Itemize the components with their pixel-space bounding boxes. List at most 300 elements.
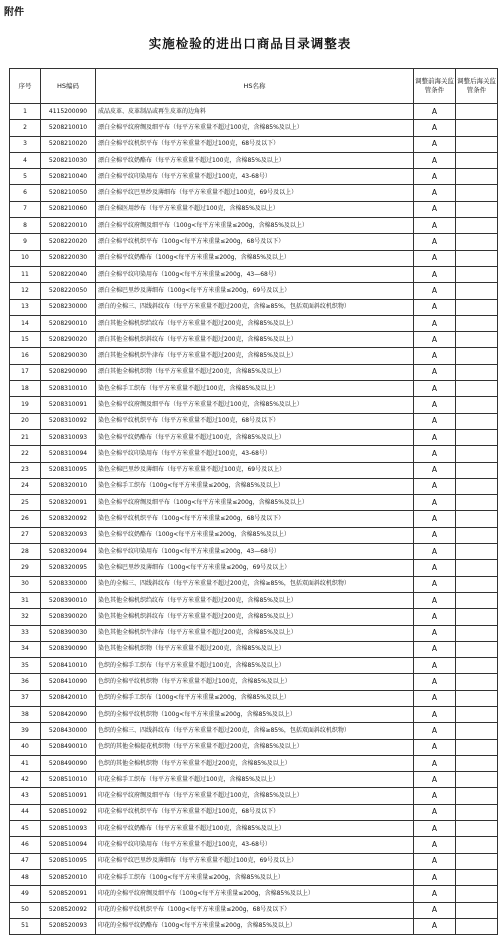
table-row xyxy=(10,560,498,576)
condition-after xyxy=(456,772,498,788)
hs-code: 5208230000 xyxy=(41,299,96,315)
hs-name: 印花的全棉平纹府绸及细平布（100g<每平方米重量≤200g，含棉85%及以上） xyxy=(96,886,414,902)
row-index: 33 xyxy=(10,625,41,641)
hs-code: 5208420090 xyxy=(41,706,96,722)
condition-after xyxy=(456,609,498,625)
table-row xyxy=(10,413,498,429)
hs-code: 5208330000 xyxy=(41,576,96,592)
hs-name: 色织的其他全棉机织物（每平方米重量不超过200克，含棉85%及以上） xyxy=(96,755,414,771)
table-row xyxy=(10,853,498,869)
condition-before: A xyxy=(414,413,456,429)
condition-after xyxy=(456,397,498,413)
adjustment-table xyxy=(9,68,498,935)
condition-after xyxy=(456,804,498,820)
row-index: 29 xyxy=(10,560,41,576)
hs-code: 5208320091 xyxy=(41,495,96,511)
hs-name: 色织的全棉手工织布（100g<每平方米重量≤200g，含棉85%及以上） xyxy=(96,690,414,706)
hs-code: 5208290010 xyxy=(41,315,96,331)
condition-before: A xyxy=(414,527,456,543)
hs-code: 5208520093 xyxy=(41,918,96,934)
condition-after xyxy=(456,739,498,755)
hs-code: 5208510094 xyxy=(41,837,96,853)
row-index: 23 xyxy=(10,462,41,478)
hs-name: 色织的其他全棉提花机织物（每平方米重量不超过200克，含棉85%及以上） xyxy=(96,739,414,755)
hs-code: 5208210030 xyxy=(41,152,96,168)
hs-code: 5208410090 xyxy=(41,674,96,690)
table-row xyxy=(10,169,498,185)
table-row xyxy=(10,429,498,445)
table-row xyxy=(10,218,498,234)
condition-after xyxy=(456,201,498,217)
hs-code: 5208310092 xyxy=(41,413,96,429)
table-row xyxy=(10,837,498,853)
hs-name: 印花全棉平纹府绸及细平布（每平方米重量不超过100克，含棉85%及以上） xyxy=(96,788,414,804)
condition-before: A xyxy=(414,266,456,282)
row-index: 30 xyxy=(10,576,41,592)
condition-after xyxy=(456,169,498,185)
table-row xyxy=(10,625,498,641)
condition-before: A xyxy=(414,152,456,168)
condition-before: A xyxy=(414,821,456,837)
hs-code: 5208220020 xyxy=(41,234,96,250)
condition-after xyxy=(456,478,498,494)
hs-name: 染色其他全棉机织绉纹布（每平方米重量不超过200克，含棉85%及以上） xyxy=(96,592,414,608)
hs-code: 5208210040 xyxy=(41,169,96,185)
hs-code: 5208510092 xyxy=(41,804,96,820)
hs-name: 漂白全棉平纹印染用布（每平方米重量不超过100克，43-68号） xyxy=(96,169,414,185)
condition-before: A xyxy=(414,837,456,853)
table-row xyxy=(10,511,498,527)
table-row xyxy=(10,576,498,592)
hs-name: 印花的全棉平纹奶酪布（100g<每平方米重量≤200g，含棉85%及以上） xyxy=(96,918,414,934)
condition-after xyxy=(456,315,498,331)
hs-name: 漂白全棉平纹机织平布（100g<每平方米重量≤200g，68号及以下） xyxy=(96,234,414,250)
condition-before: A xyxy=(414,690,456,706)
hs-name: 印花全棉平纹印染用布（每平方米重量不超过100克，43-68号） xyxy=(96,837,414,853)
hs-name: 色织的全棉手工织布（每平方米重量不超过100克，含棉85%及以上） xyxy=(96,658,414,674)
condition-after xyxy=(456,706,498,722)
hs-code: 5208220050 xyxy=(41,283,96,299)
condition-before: A xyxy=(414,104,456,120)
hs-code: 5208210050 xyxy=(41,185,96,201)
condition-before: A xyxy=(414,185,456,201)
hs-code: 5208510010 xyxy=(41,772,96,788)
row-index: 43 xyxy=(10,788,41,804)
table-row xyxy=(10,690,498,706)
condition-after xyxy=(456,120,498,136)
table-row xyxy=(10,104,498,120)
hs-name: 染色全棉巴里纱及薄细布（100g<每平方米重量≤200g，69号及以上） xyxy=(96,560,414,576)
condition-after xyxy=(456,886,498,902)
condition-after xyxy=(456,136,498,152)
condition-before: A xyxy=(414,886,456,902)
row-index: 48 xyxy=(10,869,41,885)
condition-after xyxy=(456,234,498,250)
condition-after xyxy=(456,446,498,462)
hs-name: 染色全棉平纹府绸及细平布（100g<每平方米重量≤200g，含棉85%及以上） xyxy=(96,495,414,511)
condition-before: A xyxy=(414,364,456,380)
row-index: 14 xyxy=(10,315,41,331)
row-index: 7 xyxy=(10,201,41,217)
condition-before: A xyxy=(414,120,456,136)
hs-name: 印花全棉平纹机织平布（每平方米重量不超过100克，68号及以下） xyxy=(96,804,414,820)
hs-name: 染色全棉巴里纱及薄细布（每平方米重量不超过100克，69号及以上） xyxy=(96,462,414,478)
condition-after xyxy=(456,869,498,885)
hs-name: 染色全棉手工织布（100g<每平方米重量≤200g，含棉85%及以上） xyxy=(96,478,414,494)
hs-code: 5208420010 xyxy=(41,690,96,706)
condition-after xyxy=(456,250,498,266)
table-row xyxy=(10,446,498,462)
condition-after xyxy=(456,821,498,837)
hs-name: 染色全棉平纹印染用布（100g<每平方米重量≤200g，43—68号） xyxy=(96,544,414,560)
hs-code: 5208220030 xyxy=(41,250,96,266)
hs-code: 5208510091 xyxy=(41,788,96,804)
hs-name: 漂白全棉平纹印染用布（100g<每平方米重量≤200g，43—68号） xyxy=(96,266,414,282)
hs-name: 漂白全棉平纹府绸及细平布（100g<每平方米重量≤200g，含棉85%及以上） xyxy=(96,218,414,234)
row-index: 39 xyxy=(10,723,41,739)
row-index: 50 xyxy=(10,902,41,918)
condition-after xyxy=(456,185,498,201)
row-index: 19 xyxy=(10,397,41,413)
hs-code: 5208210020 xyxy=(41,136,96,152)
condition-after xyxy=(456,853,498,869)
condition-before: A xyxy=(414,332,456,348)
hs-code: 5208320092 xyxy=(41,511,96,527)
table-row xyxy=(10,609,498,625)
row-index: 13 xyxy=(10,299,41,315)
condition-after xyxy=(456,348,498,364)
hs-name: 印花全棉平纹奶酪布（每平方米重量不超过100克，含棉85%及以上） xyxy=(96,821,414,837)
condition-before: A xyxy=(414,250,456,266)
hs-code: 5208390020 xyxy=(41,609,96,625)
condition-after xyxy=(456,560,498,576)
condition-after xyxy=(456,283,498,299)
row-index: 46 xyxy=(10,837,41,853)
condition-after xyxy=(456,462,498,478)
hs-name: 漂白全棉平纹府绸及细平布（每平方米重量不超过100克，含棉85%及以上） xyxy=(96,120,414,136)
condition-before: A xyxy=(414,723,456,739)
row-index: 32 xyxy=(10,609,41,625)
attachment-label: 附件 xyxy=(4,7,24,18)
condition-before: A xyxy=(414,576,456,592)
row-index: 34 xyxy=(10,641,41,657)
table-row xyxy=(10,902,498,918)
table-row xyxy=(10,592,498,608)
column-header-index: 序号 xyxy=(10,69,41,104)
condition-after xyxy=(456,413,498,429)
row-index: 47 xyxy=(10,853,41,869)
condition-before: A xyxy=(414,706,456,722)
hs-name: 漂白全棉医用纱布（每平方米重量不超过100克，含棉85%及以上） xyxy=(96,201,414,217)
document-title: 实施检验的进出口商品目录调整表 xyxy=(148,36,352,51)
condition-after xyxy=(456,576,498,592)
table-row xyxy=(10,918,498,934)
row-index: 28 xyxy=(10,544,41,560)
hs-name: 印花全棉平纹巴里纱及薄细布（每平方米重量不超过100克，69号及以上） xyxy=(96,853,414,869)
condition-after xyxy=(456,381,498,397)
row-index: 42 xyxy=(10,772,41,788)
hs-name: 色织的全棉平纹机织物（100g<每平方米重量≤200g，含棉85%及以上） xyxy=(96,706,414,722)
column-header-after: 调整后海关监管条件 xyxy=(456,69,498,104)
condition-before: A xyxy=(414,218,456,234)
row-index: 25 xyxy=(10,495,41,511)
hs-name: 漂白其他全棉机织绉纹布（每平方米重量不超过200克，含棉85%及以上） xyxy=(96,315,414,331)
hs-code: 5208310093 xyxy=(41,429,96,445)
row-index: 16 xyxy=(10,348,41,364)
condition-before: A xyxy=(414,853,456,869)
hs-code: 5208210010 xyxy=(41,120,96,136)
table-row xyxy=(10,120,498,136)
condition-before: A xyxy=(414,592,456,608)
table-row xyxy=(10,462,498,478)
condition-after xyxy=(456,723,498,739)
condition-before: A xyxy=(414,169,456,185)
condition-before: A xyxy=(414,641,456,657)
row-index: 12 xyxy=(10,283,41,299)
condition-before: A xyxy=(414,348,456,364)
condition-before: A xyxy=(414,462,456,478)
hs-code: 5208290020 xyxy=(41,332,96,348)
condition-after xyxy=(456,511,498,527)
hs-code: 5208490010 xyxy=(41,739,96,755)
row-index: 5 xyxy=(10,169,41,185)
condition-before: A xyxy=(414,381,456,397)
hs-code: 5208310091 xyxy=(41,397,96,413)
condition-before: A xyxy=(414,674,456,690)
condition-before: A xyxy=(414,609,456,625)
hs-code: 5208430000 xyxy=(41,723,96,739)
condition-after xyxy=(456,104,498,120)
condition-after xyxy=(456,299,498,315)
condition-after xyxy=(456,266,498,282)
condition-after xyxy=(456,495,498,511)
row-index: 4 xyxy=(10,152,41,168)
row-index: 17 xyxy=(10,364,41,380)
condition-after xyxy=(456,218,498,234)
hs-name: 染色全棉平纹印染用布（每平方米重量不超过100克，43-68号） xyxy=(96,446,414,462)
condition-before: A xyxy=(414,299,456,315)
hs-code: 5208310010 xyxy=(41,381,96,397)
table-row xyxy=(10,234,498,250)
hs-code: 5208390090 xyxy=(41,641,96,657)
condition-before: A xyxy=(414,755,456,771)
row-index: 31 xyxy=(10,592,41,608)
table-row xyxy=(10,755,498,771)
table-row xyxy=(10,869,498,885)
table-row xyxy=(10,804,498,820)
hs-name: 漂白全棉平纹奶酪布（每平方米重量不超过100克，含棉85%及以上） xyxy=(96,152,414,168)
hs-name: 漂白全棉平纹巴里纱及薄细布（每平方米重量不超过100克，69号及以上） xyxy=(96,185,414,201)
row-index: 36 xyxy=(10,674,41,690)
hs-code: 5208510093 xyxy=(41,821,96,837)
table-row xyxy=(10,658,498,674)
hs-code: 5208310095 xyxy=(41,462,96,478)
row-index: 18 xyxy=(10,381,41,397)
hs-code: 5208320010 xyxy=(41,478,96,494)
hs-name: 染色全棉平纹府绸及细平布（每平方米重量不超过100克，含棉85%及以上） xyxy=(96,397,414,413)
condition-after xyxy=(456,641,498,657)
row-index: 10 xyxy=(10,250,41,266)
table-row xyxy=(10,332,498,348)
hs-code: 5208520010 xyxy=(41,869,96,885)
table-row xyxy=(10,641,498,657)
condition-before: A xyxy=(414,804,456,820)
table-row xyxy=(10,544,498,560)
condition-before: A xyxy=(414,772,456,788)
table-header-row xyxy=(10,69,498,104)
table-row xyxy=(10,886,498,902)
condition-before: A xyxy=(414,429,456,445)
row-index: 40 xyxy=(10,739,41,755)
table-row xyxy=(10,348,498,364)
table-row xyxy=(10,478,498,494)
condition-before: A xyxy=(414,201,456,217)
row-index: 38 xyxy=(10,706,41,722)
hs-code: 5208410010 xyxy=(41,658,96,674)
row-index: 51 xyxy=(10,918,41,934)
condition-after xyxy=(456,527,498,543)
hs-code: 5208220040 xyxy=(41,266,96,282)
hs-name: 染色全棉平纹机织平布（100g<每平方米重量≤200g，68号及以下） xyxy=(96,511,414,527)
row-index: 24 xyxy=(10,478,41,494)
condition-after xyxy=(456,592,498,608)
condition-before: A xyxy=(414,788,456,804)
hs-name: 漂白其他全棉机织斜纹布（每平方米重量不超过200克，含棉85%及以上） xyxy=(96,332,414,348)
table-row xyxy=(10,706,498,722)
condition-before: A xyxy=(414,136,456,152)
table-row xyxy=(10,136,498,152)
table-row xyxy=(10,723,498,739)
condition-after xyxy=(456,755,498,771)
condition-after xyxy=(456,837,498,853)
condition-after xyxy=(456,625,498,641)
hs-code: 5208520092 xyxy=(41,902,96,918)
row-index: 27 xyxy=(10,527,41,543)
row-index: 22 xyxy=(10,446,41,462)
hs-code: 5208390030 xyxy=(41,625,96,641)
condition-before: A xyxy=(414,315,456,331)
table-row xyxy=(10,527,498,543)
table-row xyxy=(10,299,498,315)
condition-before: A xyxy=(414,544,456,560)
table-row xyxy=(10,152,498,168)
condition-before: A xyxy=(414,739,456,755)
condition-before: A xyxy=(414,918,456,934)
table-row xyxy=(10,495,498,511)
table-row xyxy=(10,821,498,837)
row-index: 41 xyxy=(10,755,41,771)
hs-name: 染色其他全棉机织物（每平方米重量不超过200克，含棉85%及以上） xyxy=(96,641,414,657)
condition-after xyxy=(456,788,498,804)
row-index: 8 xyxy=(10,218,41,234)
hs-name: 印花全棉手工织布（每平方米重量不超过100克，含棉85%及以上） xyxy=(96,772,414,788)
table-row xyxy=(10,266,498,282)
hs-code: 5208210060 xyxy=(41,201,96,217)
hs-code: 5208320093 xyxy=(41,527,96,543)
condition-after xyxy=(456,658,498,674)
condition-after xyxy=(456,674,498,690)
row-index: 49 xyxy=(10,886,41,902)
table-row xyxy=(10,788,498,804)
table-row xyxy=(10,201,498,217)
condition-before: A xyxy=(414,560,456,576)
hs-name: 染色全棉平纹奶酪布（每平方米重量不超过100克，含棉85%及以上） xyxy=(96,429,414,445)
row-index: 11 xyxy=(10,266,41,282)
condition-after xyxy=(456,902,498,918)
hs-name: 染色其他全棉机织斜纹布（每平方米重量不超过200克，含棉85%及以上） xyxy=(96,609,414,625)
hs-name: 色织的全棉三、四线斜纹布（每平方米重量不超过200克，含棉≥85%，包括双面斜纹机织物） xyxy=(96,723,414,739)
condition-before: A xyxy=(414,446,456,462)
column-header-hs-name: HS名称 xyxy=(96,69,414,104)
row-index: 2 xyxy=(10,120,41,136)
row-index: 15 xyxy=(10,332,41,348)
row-index: 6 xyxy=(10,185,41,201)
hs-name: 漂白全棉巴里纱及薄细布（100g<每平方米重量≤200g，69号及以上） xyxy=(96,283,414,299)
row-index: 37 xyxy=(10,690,41,706)
hs-name: 漂白的全棉三、四线斜纹布（每平方米重量不超过200克，含棉≥85%，包括双面斜纹机织物） xyxy=(96,299,414,315)
hs-name: 染色全棉平纹机织平布（每平方米重量不超过100克，68号及以下） xyxy=(96,413,414,429)
table-row xyxy=(10,674,498,690)
table-row xyxy=(10,250,498,266)
hs-name: 漂白全棉平纹机织平布（每平方米重量不超过100克，68号及以下） xyxy=(96,136,414,152)
row-index: 35 xyxy=(10,658,41,674)
condition-after xyxy=(456,152,498,168)
row-index: 3 xyxy=(10,136,41,152)
condition-before: A xyxy=(414,234,456,250)
hs-code: 5208510095 xyxy=(41,853,96,869)
hs-name: 色织的全棉平纹机织物（每平方米重量不超过100克，含棉85%及以上） xyxy=(96,674,414,690)
column-header-hs-code: HS编码 xyxy=(41,69,96,104)
condition-before: A xyxy=(414,869,456,885)
table-row xyxy=(10,185,498,201)
hs-name: 印花的全棉平纹机织平布（100g<每平方米重量≤200g，68号及以下） xyxy=(96,902,414,918)
hs-code: 5208310094 xyxy=(41,446,96,462)
condition-before: A xyxy=(414,658,456,674)
row-index: 44 xyxy=(10,804,41,820)
hs-name: 染色其他全棉机织牛津布（每平方米重量不超过200克，含棉85%及以上） xyxy=(96,625,414,641)
hs-name: 印花全棉手工织布（100g<每平方米重量≤200g，含棉85%及以上） xyxy=(96,869,414,885)
table-row xyxy=(10,772,498,788)
hs-name: 染色全棉手工织布（每平方米重量不超过100克，含棉85%及以上） xyxy=(96,381,414,397)
hs-name: 染色全棉平纹奶酪布（100g<每平方米重量≤200g，含棉85%及以上） xyxy=(96,527,414,543)
condition-after xyxy=(456,429,498,445)
hs-name: 染色的全棉三、四线斜纹布（每平方米重量不超过200克，含棉≥85%，包括双面斜纹机织物） xyxy=(96,576,414,592)
hs-name: 成品皮革、皮革制品或再生皮革的边角料 xyxy=(96,104,414,120)
condition-before: A xyxy=(414,625,456,641)
hs-code: 5208320095 xyxy=(41,560,96,576)
table-row xyxy=(10,397,498,413)
row-index: 45 xyxy=(10,821,41,837)
condition-before: A xyxy=(414,283,456,299)
column-header-before: 调整前海关监管条件 xyxy=(414,69,456,104)
table-row xyxy=(10,739,498,755)
condition-after xyxy=(456,332,498,348)
row-index: 20 xyxy=(10,413,41,429)
condition-before: A xyxy=(414,495,456,511)
condition-before: A xyxy=(414,478,456,494)
condition-before: A xyxy=(414,397,456,413)
row-index: 21 xyxy=(10,429,41,445)
hs-code: 5208390010 xyxy=(41,592,96,608)
table-row xyxy=(10,315,498,331)
hs-code: 5208320094 xyxy=(41,544,96,560)
hs-code: 5208290030 xyxy=(41,348,96,364)
hs-code: 5208490090 xyxy=(41,755,96,771)
hs-name: 漂白其他全棉机织物（每平方米重量不超过200克，含棉85%及以上） xyxy=(96,364,414,380)
hs-code: 5208290090 xyxy=(41,364,96,380)
condition-after xyxy=(456,544,498,560)
condition-after xyxy=(456,918,498,934)
